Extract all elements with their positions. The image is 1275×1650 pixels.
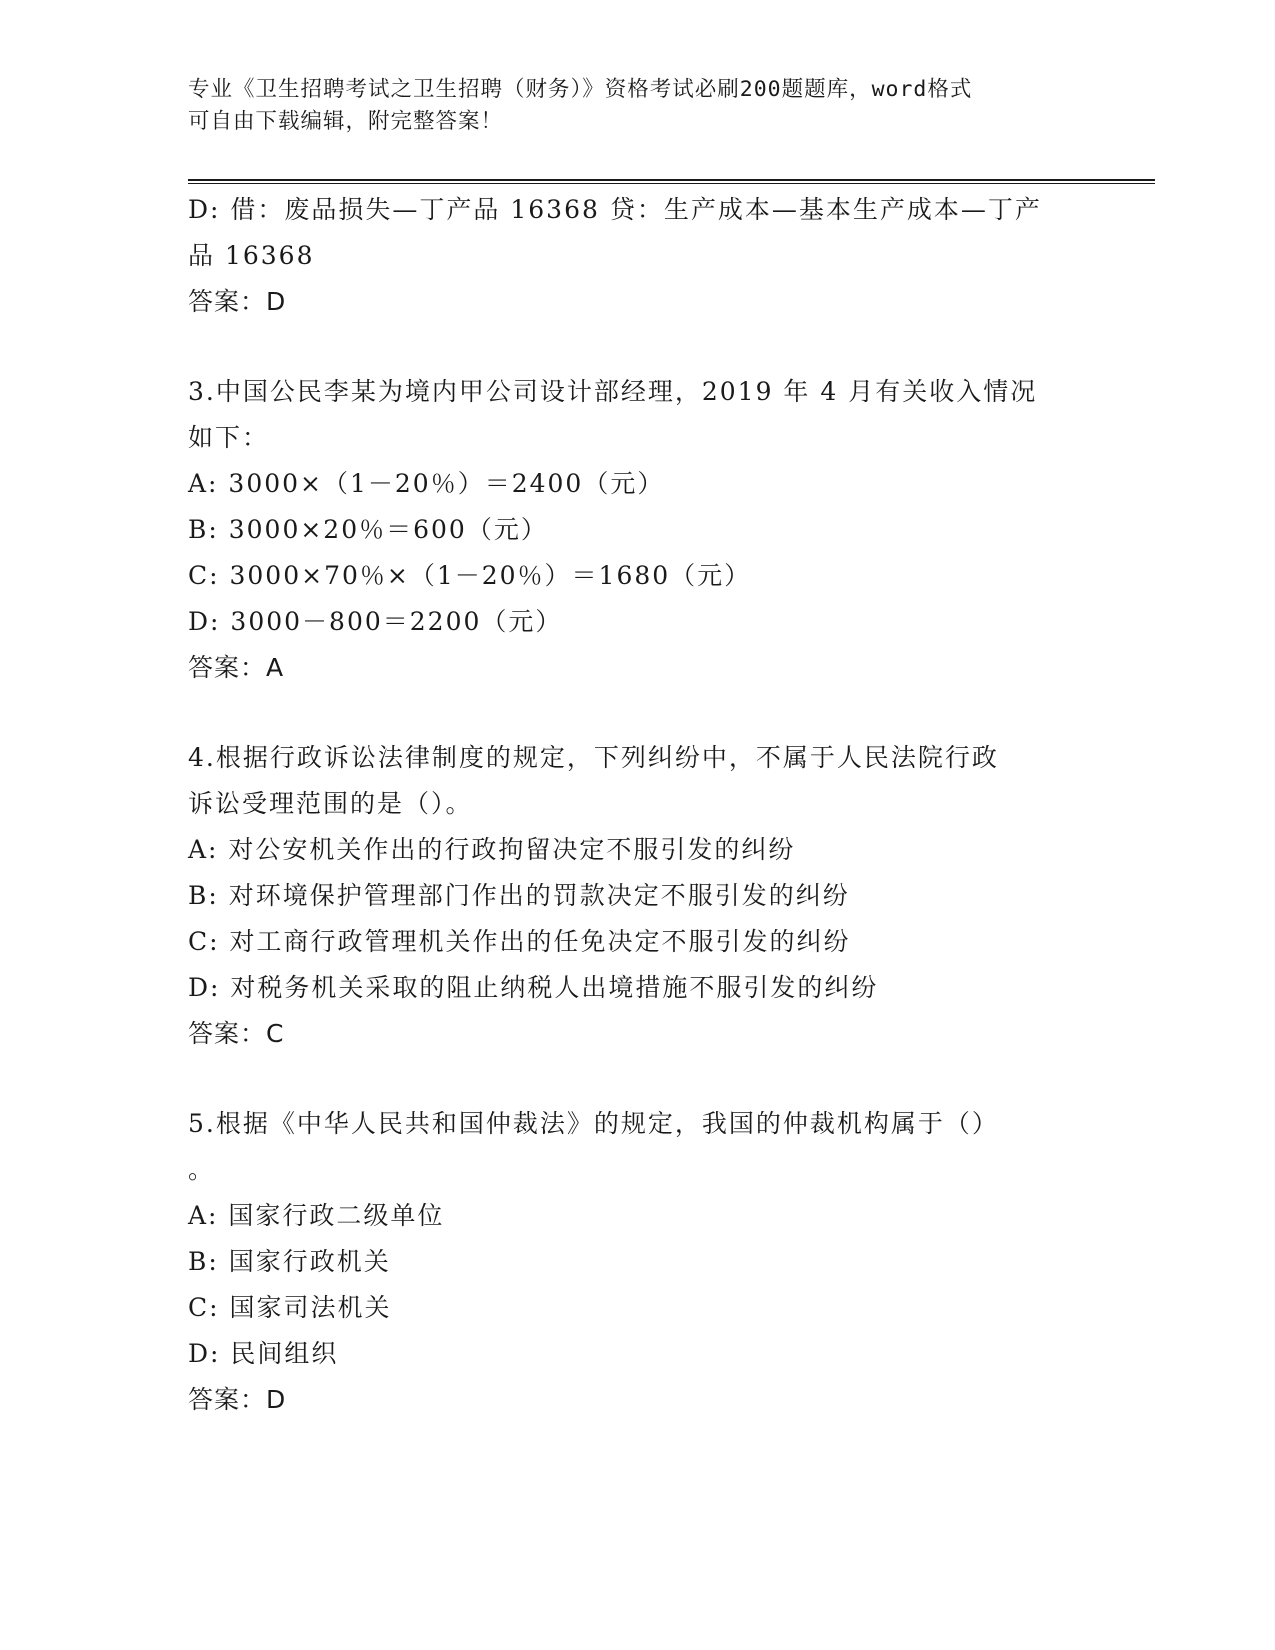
- option-a: A: 国家行政二级单位: [188, 1201, 445, 1230]
- question-stem-line-1: 3.中国公民李某为境内甲公司设计部经理，2019 年 4 月有关收入情况: [188, 377, 1038, 406]
- option-d-line-2: 品 16368: [188, 241, 315, 270]
- option-d: D: 民间组织: [188, 1339, 339, 1368]
- answer: 答案：C: [188, 1019, 285, 1048]
- question-stem-line-1: 5.根据《中华人民共和国仲裁法》的规定，我国的仲裁机构属于（）: [188, 1109, 999, 1138]
- question-stem-line-2: 诉讼受理范围的是（）。: [188, 789, 473, 818]
- question-stem-line-2: 。: [188, 1155, 216, 1184]
- document-header: [188, 74, 1068, 138]
- question-3: [188, 369, 1088, 691]
- option-b: B: 对环境保护管理部门作出的罚款决定不服引发的纠纷: [188, 881, 850, 910]
- option-c: C: 3000×70％×（1－20％）＝1680（元）: [188, 561, 752, 590]
- spacer: [188, 325, 1088, 369]
- document-body: [188, 187, 1088, 1423]
- option-d: D: 3000－800＝2200（元）: [188, 607, 563, 636]
- question-2-tail: [188, 187, 1088, 325]
- option-a: A: 3000×（1－20％）＝2400（元）: [188, 469, 665, 498]
- option-b: B: 3000×20％＝600（元）: [188, 515, 548, 544]
- answer: 答案：D: [188, 287, 287, 316]
- answer: 答案：D: [188, 1385, 287, 1414]
- option-d-line-1: D: 借：废品损失—丁产品 16368 贷：生产成本—基本生产成本—丁产: [188, 195, 1042, 224]
- option-c: C: 国家司法机关: [188, 1293, 392, 1322]
- option-d: D: 对税务机关采取的阻止纳税人出境措施不服引发的纠纷: [188, 973, 879, 1002]
- spacer: [188, 691, 1088, 735]
- answer: 答案：A: [188, 653, 285, 682]
- spacer: [188, 1057, 1088, 1101]
- option-b: B: 国家行政机关: [188, 1247, 391, 1276]
- option-a: A: 对公安机关作出的行政拘留决定不服引发的纠纷: [188, 835, 796, 864]
- option-c: C: 对工商行政管理机关作出的任免决定不服引发的纠纷: [188, 927, 851, 956]
- question-4: [188, 735, 1088, 1057]
- question-stem-line-1: 4.根据行政诉讼法律制度的规定，下列纠纷中，不属于人民法院行政: [188, 743, 999, 772]
- header-rule-thick: [188, 179, 1155, 181]
- header-rule-thin: [188, 183, 1155, 184]
- question-stem-line-2: 如下：: [188, 423, 270, 452]
- header-line-1: 专业《卫生招聘考试之卫生招聘（财务）》资格考试必刷200题题库，word格式: [188, 77, 973, 102]
- question-5: [188, 1101, 1088, 1423]
- header-line-2: 可自由下载编辑，附完整答案！: [188, 109, 504, 134]
